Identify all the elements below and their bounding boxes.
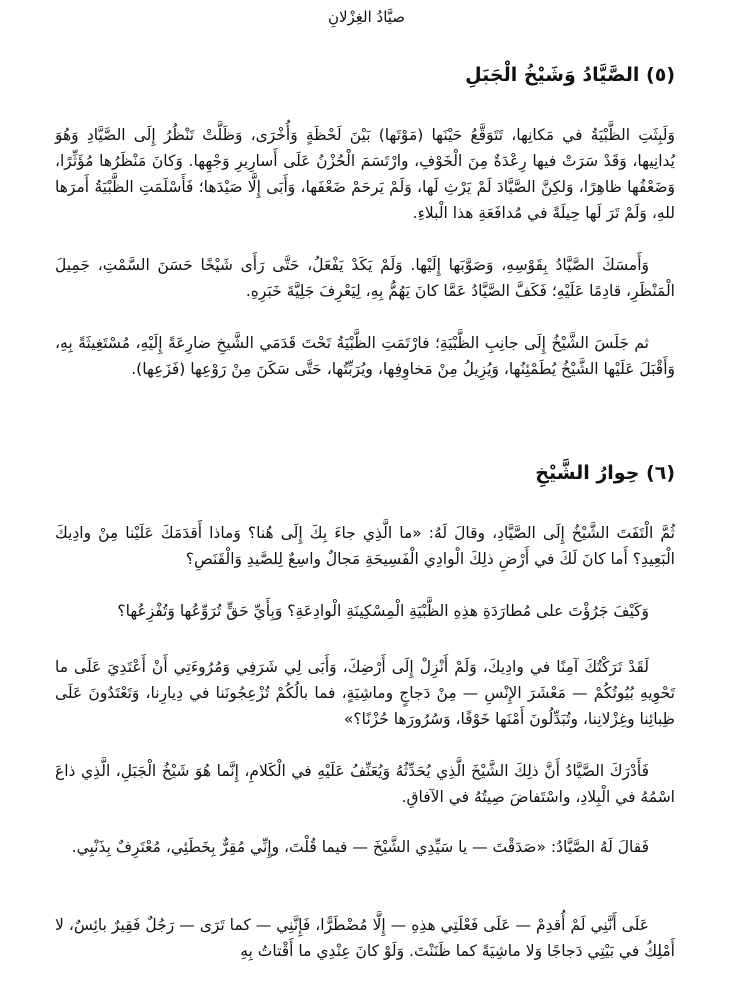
paragraph: فَقالَ لَهُ الصَّيَّادُ: «صَدَقْتَ — يا سَيِّدِي الشَّيْخَ — فيما قُلْتَ، وإِنِّي مُقِرٌّ بِخَطَئِي، مُعْتَرِفٌ بِذَنْبِي. [71,838,649,856]
running-header: صيَّادُ الغِزْلانِ [327,8,406,26]
paragraph: وَلَبِثَتِ الظَّبْيَةُ في مَكانِها، تَتَوَقَّعُ حَيْنَها (مَوْتَها) بَيْنَ لَحْظَةٍ وَأُخْرَى، وَظَلَّتْ تَنْظُرُ إِلَى الصَّيَّادِ وَهُوَ يُدانِيها، وَقَدْ سَرَتْ فيها رِعْدَةٌ مِنَ الْخَوْفِ، وارْتَسَمَ الْحُزْنُ عَلَى أَسارِيرِ وَجْهِها. وَكانَ مَنْظَرُها مُؤَثِّرًا، وَضَعْفُها ظاهِرًا، وَلكِنَّ الصَّيَّادَ لَمْ يَرْثِ لَها، وَلَمْ يَرحَمْ ضَعْفَها، وَأَبَى إِلَّا صَيْدَها؛ فَأَسْلَمَتِ الظَّبْيَةُ أَمرَها للهِ، وَلَمْ تَرَ لَها حِيلَةً في مُدافَعَةِ هذا الْبلاءِ. [55,126,675,222]
paragraph: ثُمَّ الْتَفَتَ الشَّيْخُ إِلَى الصَّيَّادِ، وقالَ لَهُ: «ما الَّذِي جاءَ بِكَ إِلَى هُنا؟ وَماذا أَقدَمَكَ عَلَيْنا مِنْ وادِيكَ الْبَعِيدِ؟ أَما كانَ لَكَ في أَرْضِ ذلِكَ الْوادِي الْفَسِيحَةِ مَجالٌ واسِعٌ لِلصَّيدِ وَالْقَنَصِ؟ [55,524,675,568]
paragraph: لَقَدْ تَرَكْتُكَ آمِنًا في وادِيكَ، وَلَمْ أَنْزِلْ إِلَى أَرْضِكَ، وَأَبَى لِي شَرَفِي وَمُرُوءَتِي أَنْ أَعْتَدِيَ عَلَى ما تَحْوِيهِ بُيُوتُكُمْ — مَعْشَرَ الإِنْسِ — مِنْ دَجاجٍ وماشِيَةٍ، فما بالُكُمْ تُزْعِجُونَنا في دِيارِنا، وَتَعْتَدُونَ عَلَى ظِبائِنا وغِزْلانِنا، وتُبَدِّلُونَ أَمْنَها خَوْفًا، وَسُرُورَها حُزْنًا؟» [55,658,675,728]
paragraph: ثم جَلَسَ الشَّيْخُ إِلَى جانِبِ الظَّبْيَةِ؛ فارْتَمَتِ الظَّبْيَةُ تَحْتَ قَدَمَي الشَّيخِ ضارِعَةً إِلَيْهِ، مُسْتَغِيثَةً بِهِ، وَأَقْبَلَ عَلَيْها الشَّيْخُ يُطَمْئِنُها، وَيُزِيلُ مِنْ مَخاوِفِها، ويُرَبِّتُها، حَتَّى سَكَنَ مِنْ رَوْعِها (فَزَعِها). [55,334,675,378]
paragraph: فَأَدْرَكَ الصَّيَّادُ أَنَّ ذلِكَ الشَّيْخَ الَّذِي يُحَدِّثُهُ وَيُعَنِّفُ عَلَيْهِ في الْكَلامِ، إِنَّما هُوَ شَيْخُ الْجَبَلِ، الَّذِي ذاعَ اسْمُهُ في الْبِلادِ، واسْتَفاضَ صِيتُهُ في الآفاقِ. [55,762,675,806]
paragraph: وَكَيْفَ جَرُؤْتَ على مُطارَدَةِ هذِهِ الظَّبْيَةِ الْمِسْكِينَةِ الْوادِعَةِ؟ وَبِأَيِّ حَقٍّ تُرَوِّعُها وَتُفْزِعُها؟ [117,602,649,620]
paragraph: عَلَى أَنَّنِي لَمْ أُقدِمْ — عَلَى فَعْلَتِي هذِهِ — إِلَّا مُضْطَرًّا، فَإِنَّنِي — كما تَرَى — رَجُلٌ فَقِيرٌ بائِسٌ، لا أَمْلِكُ في بَيْتِي دَجاجًا وَلا ماشِيَةً كما ظَنَنْتَ. وَلَوْ كانَ عِنْدِي ما أَقْتاتُ بِهِ [55,916,675,960]
section-title-5: (٥) الصَّيَّادُ وَشَيْخُ الْجَبَلِ [465,64,675,86]
section-title-6: (٦) حِوارُ الشَّيْخِ [535,462,675,484]
paragraph: وَأَمسَكَ الصَّيَّادُ بِقَوْسِهِ، وَصَوَّبَها إِلَيْها. وَلَمْ يَكَدْ يَفْعَلُ، حَتَّى رَأَى شَيْخًا حَسَنَ السَّمْتِ، جَمِيلَ الْمَنْظَرِ، قادِمًا عَلَيْهِ؛ فَكَفَّ الصَّيَّادُ عَمَّا كانَ يَهُمُّ بِهِ، لِيَعْرِفَ جَلِيَّةَ خَبَرِهِ. [55,256,675,300]
